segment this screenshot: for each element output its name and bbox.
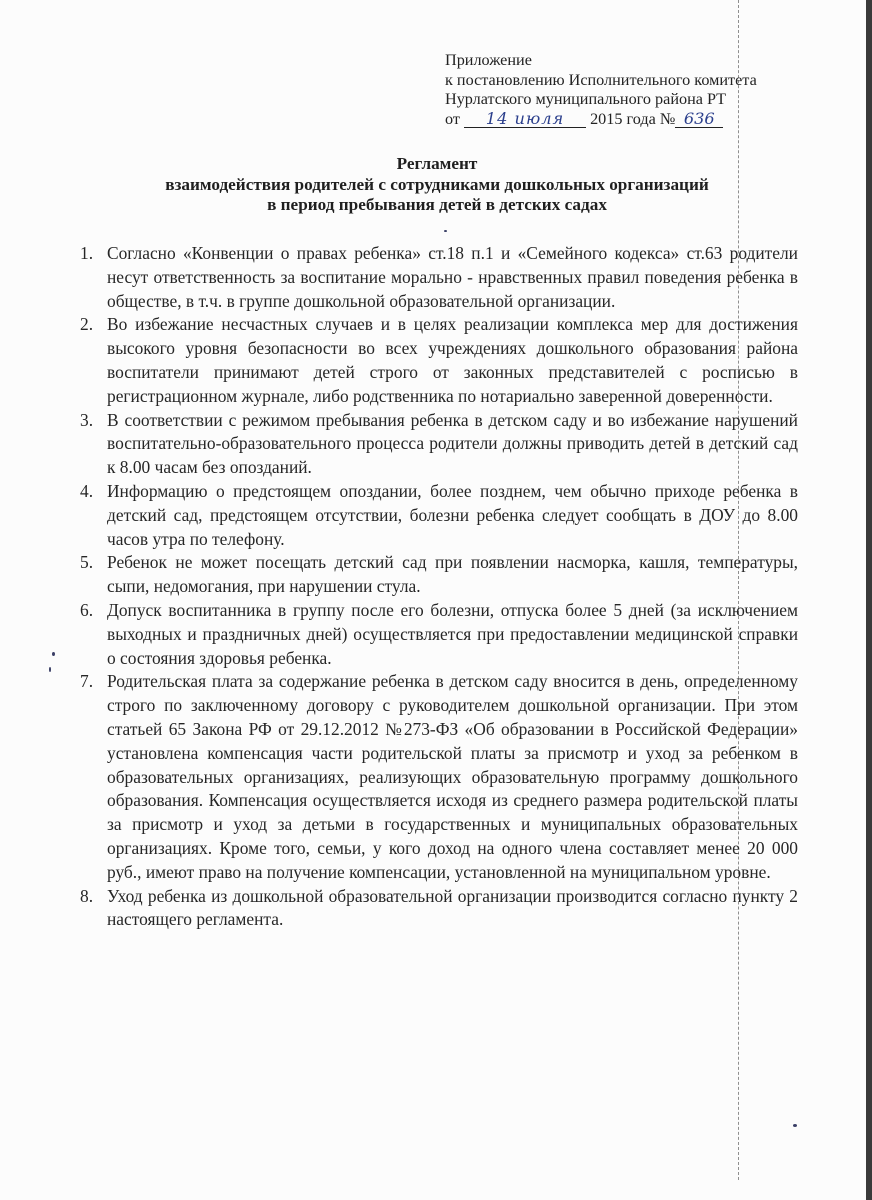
item-number: 8. (80, 885, 94, 906)
title-line-3: в период пребывания детей в детских садах (267, 195, 607, 214)
appendix-resolution-line: к постановлению Исполнительного комитета (445, 70, 757, 89)
list-item (80, 670, 798, 884)
list-item (80, 551, 798, 599)
scan-speck (793, 1124, 797, 1127)
scan-speck (444, 230, 447, 232)
item-number: 2. (80, 314, 94, 335)
title-line-2: взаимодействия родителей с сотрудниками дошкольных организаций (165, 174, 709, 194)
item-number: 1. (80, 243, 94, 263)
scan-edge-shadow (866, 0, 872, 1200)
year-text: 2015 года № (590, 109, 676, 128)
appendix-label: Приложение (445, 51, 532, 69)
list-item (80, 313, 798, 408)
date-prefix: от (445, 109, 460, 128)
item-text: Во избежание несчастных случаев и в целях реализации комплекса мер для достижения высокого уровня безопасности во всех учреждениях дошкольного образования района воспитатели принимают детей строго от законных представителей с росписью в регистрационном журнале, либо родственника по нотариально заверенной доверенности. (107, 314, 798, 406)
list-item (80, 409, 798, 480)
appendix-district-line: Нурлатского муниципального района РТ (445, 90, 727, 108)
item-number: 6. (80, 599, 94, 620)
item-text: Родительская плата за содержание ребенка в детском саду вносится в день, определенному строго по заключенному договору с руководителем дошкольной организации. При этом статьей 65 Закона РФ от 29.12.2012 №273-ФЗ «Об образовании в Российской Федерации» установлена компенсация части родительской платы за присмотр и уход за ребенком в образовательных организациях, реализующих образовательную программу дошкольного образования. Компенсация осуществляется исходя из среднего размера родительской платы за присмотр и уход за детьми в государственных и муниципальных образовательных организациях. Кроме того, семьи, у кого доход на одного члена составляет менее 20 000 руб., имеют право на получение компенсации, установленной на муниципальном уровне. (107, 671, 798, 882)
list-item (80, 599, 798, 670)
item-text: В соответствии с режимом пребывания ребенка в детском саду и во избежание нарушений воспитательно-образовательного процесса родители должны приводить детей в детский сад к 8.00 часам без опозданий. (107, 409, 798, 478)
handwritten-number: 636 (675, 111, 723, 128)
scan-speck (52, 652, 55, 656)
item-text: Допуск воспитанника в группу после его болезни, отпуска более 5 дней (за исключением выходных и праздничных дней) осуществляется при предоставлении медицинской справки о состояния здоровья ребенка. (107, 599, 798, 668)
scan-speck (49, 667, 51, 672)
item-number: 4. (80, 480, 94, 501)
item-number: 3. (80, 409, 94, 430)
item-text: Согласно «Конвенции о правах ребенка» ст.18 п.1 и «Семейного кодекса» ст.63 родители несут ответственность за воспитание морально - нравственных правил поведения ребенка в обществе, в т.ч. в группе дошкольной образовательной организации. (107, 243, 798, 311)
appendix-date-line (445, 110, 825, 130)
item-text: Информацию о предстоящем опоздании, более позднем, чем обычно приходе ребенка в детский сад, предстоящем отсутствии, болезни ребенка следует сообщать в ДОУ до 8.00 часов утра по телефону. (107, 480, 798, 549)
document-title (80, 154, 794, 216)
list-item (80, 885, 798, 933)
item-text: Ребенок не может посещать детский сад при появлении насморка, кашля, температуры, сыпи, недомогания, при нарушении стула. (107, 552, 798, 597)
handwritten-date: 14 июля (464, 111, 586, 128)
list-item (80, 242, 798, 313)
item-number: 7. (80, 671, 94, 692)
item-text: Уход ребенка из дошкольной образовательной организации производится согласно пункту 2 настоящего регламента. (107, 885, 798, 930)
appendix-header (445, 51, 825, 129)
list-item (80, 480, 798, 551)
title-line-1: Регламент (396, 154, 478, 173)
item-number: 5. (80, 552, 94, 573)
regulation-list (80, 242, 798, 932)
